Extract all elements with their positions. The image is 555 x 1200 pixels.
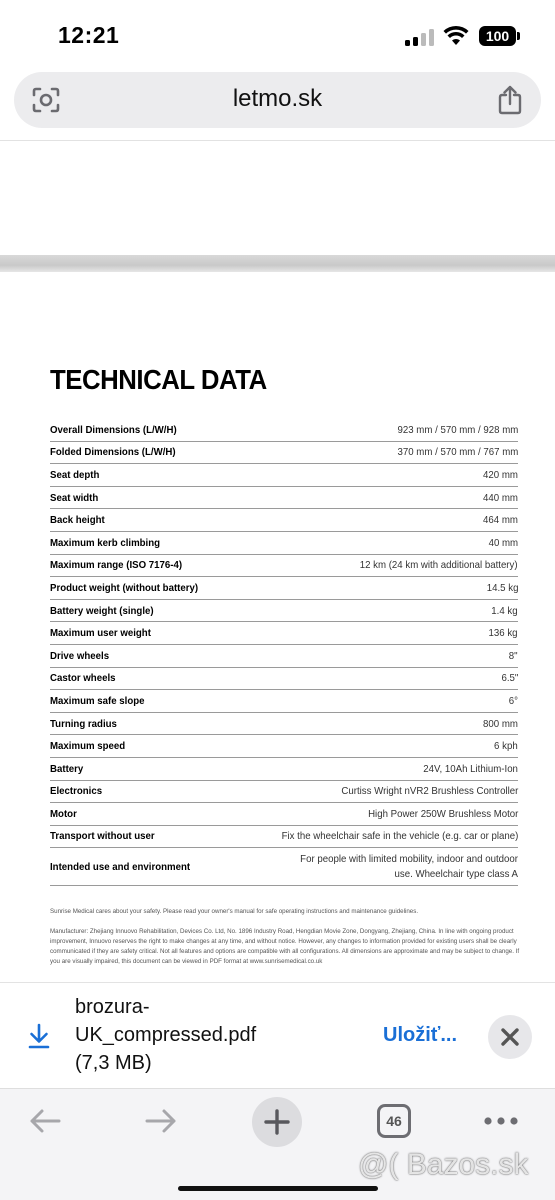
document-title: TECHNICAL DATA [50, 364, 267, 395]
spec-value: 800 mm [483, 717, 518, 730]
spec-label: Castor wheels [50, 672, 116, 685]
spec-value: 370 mm / 570 mm / 767 mm [397, 446, 518, 459]
plus-icon[interactable] [263, 1108, 291, 1136]
spec-value: 40 mm [488, 536, 518, 549]
spec-value: 1.4 kg [491, 604, 518, 617]
tabs-icon[interactable] [377, 1104, 411, 1138]
spec-label: Seat width [50, 491, 99, 504]
more-button[interactable] [476, 1101, 526, 1141]
spec-value: 923 mm / 570 mm / 928 mm [397, 423, 518, 436]
spec-row [50, 826, 518, 849]
legal-note: Manufacturer: Zhejiang Innuovo Rehabilitation, Devices Co. Ltd, No. 1896 Industry Road, Hengdian Movie Zone, Dongyang, Zhejiang, China. In line with ongoing product improvement, Innuovo reserves the right to make changes at any time, and without notice. However, any changes to information provided for existing users shall be clearly communicated if they are safety critical. Not all features and options are compatible with all configurations. All dimensions are approximate and may be subject to change. If you are visually impaired, this document can be viewed in PDF format at www.sunrisemedical.co.uk [50, 928, 520, 965]
spec-row [50, 668, 518, 691]
spec-label: Transport without user [50, 830, 155, 843]
spec-value: 6.5" [501, 672, 518, 685]
spec-row [50, 735, 518, 758]
back-button[interactable] [20, 1101, 70, 1141]
spec-value: Fix the wheelchair safe in the vehicle (e.g. car or plane) [281, 830, 518, 843]
spec-label: Battery weight (single) [50, 604, 154, 617]
spec-label: Motor [50, 807, 77, 820]
watermark-text: @( Bazos.sk [358, 1148, 529, 1181]
share-icon[interactable] [497, 85, 523, 115]
spec-row [50, 781, 518, 804]
spec-value: 464 mm [483, 514, 518, 527]
spec-label: Turning radius [50, 717, 117, 730]
spec-label: Maximum kerb climbing [50, 536, 161, 549]
back-arrow-icon[interactable] [28, 1108, 62, 1134]
download-file-name: brozura-UK_compressed.pdf [75, 996, 257, 1046]
home-indicator[interactable] [178, 1186, 378, 1191]
spec-label: Maximum range (ISO 7176-4) [50, 559, 183, 572]
wifi-icon [443, 25, 469, 47]
spec-row [50, 622, 518, 645]
spec-value: For people with limited mobility, indoor and outdoor use. Wheelchair type class A [300, 852, 518, 880]
save-button[interactable]: Uložiť... [383, 1024, 458, 1046]
tab-count: 46 [386, 1113, 402, 1129]
safety-note: Sunrise Medical cares about your safety. Please read your owner's manual for safe operating instructions and maintenance guidelines. [50, 908, 419, 915]
spec-label: Folded Dimensions (L/W/H) [50, 446, 176, 459]
status-time: 12:21 [58, 22, 120, 48]
spec-value: 440 mm [483, 491, 518, 504]
more-dots-icon[interactable] [483, 1116, 519, 1126]
spec-row [50, 758, 518, 781]
spec-value: 12 km (24 km with additional battery) [360, 559, 518, 572]
toolbar-divider [0, 140, 555, 141]
spec-label: Intended use and environment [50, 860, 191, 873]
spec-row [50, 645, 518, 668]
bottom-toolbar [0, 1088, 555, 1200]
spec-value: 8" [509, 649, 518, 662]
download-arrow-icon [28, 1023, 50, 1049]
cellular-signal-icon [405, 29, 435, 46]
forward-button[interactable] [136, 1101, 186, 1141]
spec-value: 6° [508, 694, 518, 707]
download-banner [0, 982, 555, 1088]
spec-label: Back height [50, 514, 105, 527]
tabs-button[interactable] [369, 1101, 419, 1141]
spec-row [50, 713, 518, 736]
spec-table [50, 419, 518, 886]
forward-arrow-icon[interactable] [144, 1108, 178, 1134]
status-bar [0, 0, 555, 70]
spec-label: Overall Dimensions (L/W/H) [50, 423, 177, 436]
spec-value: 420 mm [483, 468, 518, 481]
download-file-info [75, 993, 305, 1077]
spec-value: Curtiss Wright nVR2 Brushless Controller [341, 785, 518, 798]
spec-row [50, 555, 518, 578]
spec-row [50, 442, 518, 465]
new-tab-button[interactable] [252, 1097, 302, 1147]
url-text[interactable]: letmo.sk [232, 85, 323, 112]
spec-label: Maximum speed [50, 740, 126, 753]
download-file-size: (7,3 MB) [75, 1052, 152, 1074]
spec-row [50, 577, 518, 600]
spec-row [50, 419, 518, 442]
spec-row [50, 509, 518, 532]
spec-label: Product weight (without battery) [50, 581, 199, 594]
spec-label: Seat depth [50, 468, 100, 481]
spec-row [50, 464, 518, 487]
spec-value: 14.5 kg [486, 581, 518, 594]
address-bar[interactable] [14, 72, 541, 128]
spec-row [50, 848, 518, 886]
spec-row [50, 487, 518, 510]
spec-row [50, 803, 518, 826]
spec-value: 6 kph [494, 740, 518, 753]
pdf-page-separator [0, 255, 555, 272]
close-icon[interactable] [488, 1015, 532, 1059]
spec-label: Electronics [50, 785, 103, 798]
battery-indicator: 100 [479, 26, 516, 46]
spec-value: 136 kg [488, 627, 518, 640]
spec-row [50, 690, 518, 713]
spec-label: Maximum user weight [50, 627, 151, 640]
spec-value: 24V, 10Ah Lithium-Ion [423, 762, 518, 775]
spec-label: Maximum safe slope [50, 694, 145, 707]
spec-row [50, 532, 518, 555]
spec-row [50, 600, 518, 623]
close-download-button[interactable] [488, 1015, 532, 1059]
spec-label: Drive wheels [50, 649, 110, 662]
spec-value: High Power 250W Brushless Motor [367, 807, 518, 820]
pdf-page [0, 272, 555, 982]
spec-label: Battery [50, 762, 84, 775]
